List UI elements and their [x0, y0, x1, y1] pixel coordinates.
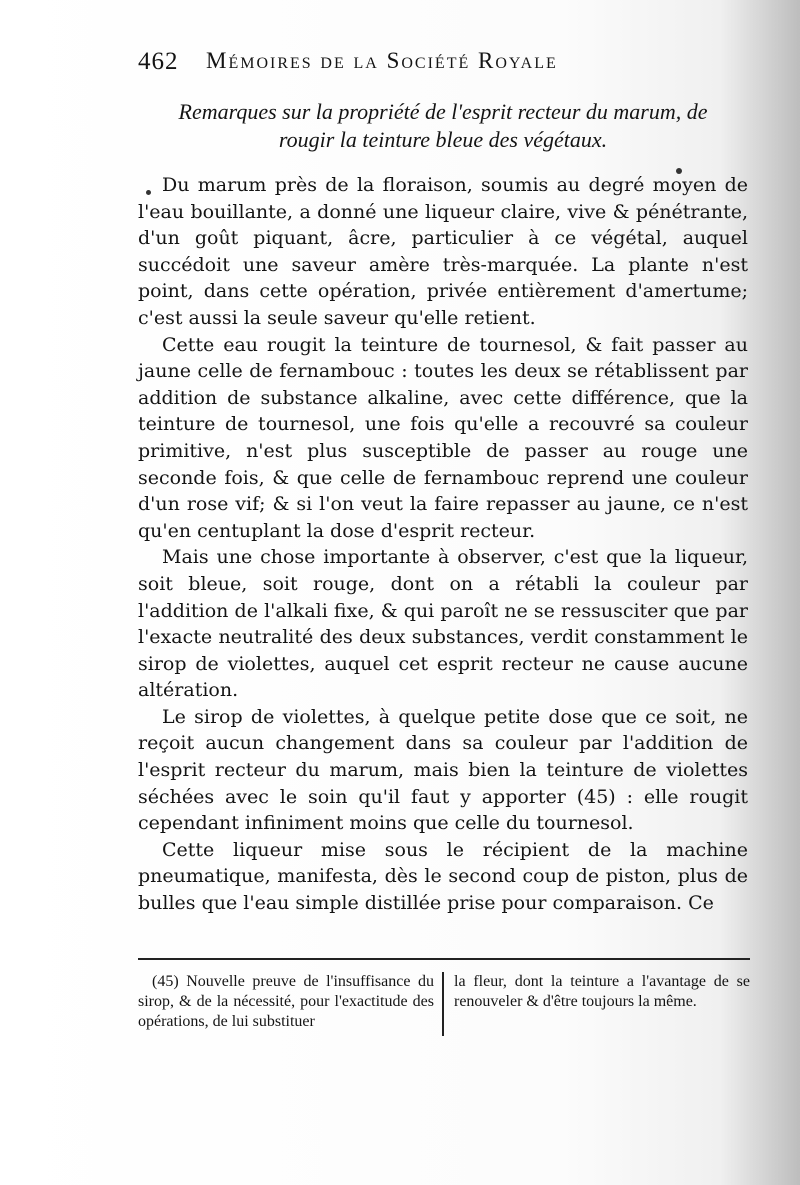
section-title — [138, 98, 748, 154]
paragraph-5: Cette liqueur mise sous le récipient de la machine pneumatique, manifesta, dès le second coup de piston, plus de bulles que l'eau simple distillée prise pour comparaison. Ce — [138, 838, 748, 915]
section-title-line-2: rougir la teinture bleue des végétaux. — [278, 127, 608, 152]
paragraph-2: Cette eau rougit la teinture de tournesol, & fait passer au jaune celle de fernambouc : toutes les deux se rétablissent par addition de substance alkaline, avec cette différence, que la teinture de tournesol, une fois qu'elle a recouvré sa couleur primitive, n'est plus susceptible de passer au rouge une seconde fois, & que celle de fernambouc reprend une couleur d'un rose vif; & si l'on veut la faire repasser au jaune, ce n'est qu'en centuplant la dose d'esprit recteur. — [138, 333, 748, 542]
page-header — [138, 44, 678, 84]
footnote-right-column: la fleur, dont la teinture a l'avantage de se renouveler & d'être toujours la même. — [454, 973, 750, 1010]
body-text — [138, 172, 748, 917]
paragraph-3: Mais une chose importante à observer, c'est que la liqueur, soit bleue, soit rouge, dont on a rétabli la couleur par l'addition de l'alkali fixe, & qui paroît ne se ressusciter que par l'exacte neutralité des deux substances, verdit constamment le sirop de violettes, auquel cet esprit recteur ne cause aucune altération. — [138, 546, 748, 702]
footnotes — [138, 972, 750, 1036]
paragraph-1: Du marum près de la floraison, soumis au degré moyen de l'eau bouillante, a donné une liqueur claire, vive & pénétrante, d'un goût piquant, âcre, particulier à ce végétal, auquel succédoit une saveur amère très-marquée. La plante n'est point, dans cette opération, privée entièrement d'amertume; c'est aussi la seule saveur qu'elle retient. — [138, 174, 748, 329]
ink-speck — [146, 190, 151, 195]
section-title-line-1: Remarques sur la propriété de l'esprit recteur du marum, de — [178, 99, 708, 124]
running-head: Mémoires de la Société Royale — [206, 48, 558, 73]
footnote-rule — [138, 958, 750, 960]
page-number: 462 — [138, 48, 179, 75]
ink-speck — [676, 168, 682, 174]
paragraph-4: Le sirop de violettes, à quelque petite dose que ce soit, ne reçoit aucun changement dans sa couleur par l'addition de l'esprit recteur du marum, mais bien la teinture de violettes séchées avec le soin qu'il faut y apporter (45) : elle rougit cependant infiniment moins que celle du tournesol. — [138, 705, 748, 835]
footnote-column-divider — [442, 972, 444, 1036]
footnote-left-column: (45) Nouvelle preuve de l'insuffisance du sirop, & de la nécessité, pour l'exactitude des opérations, de lui substituer — [138, 973, 434, 1030]
